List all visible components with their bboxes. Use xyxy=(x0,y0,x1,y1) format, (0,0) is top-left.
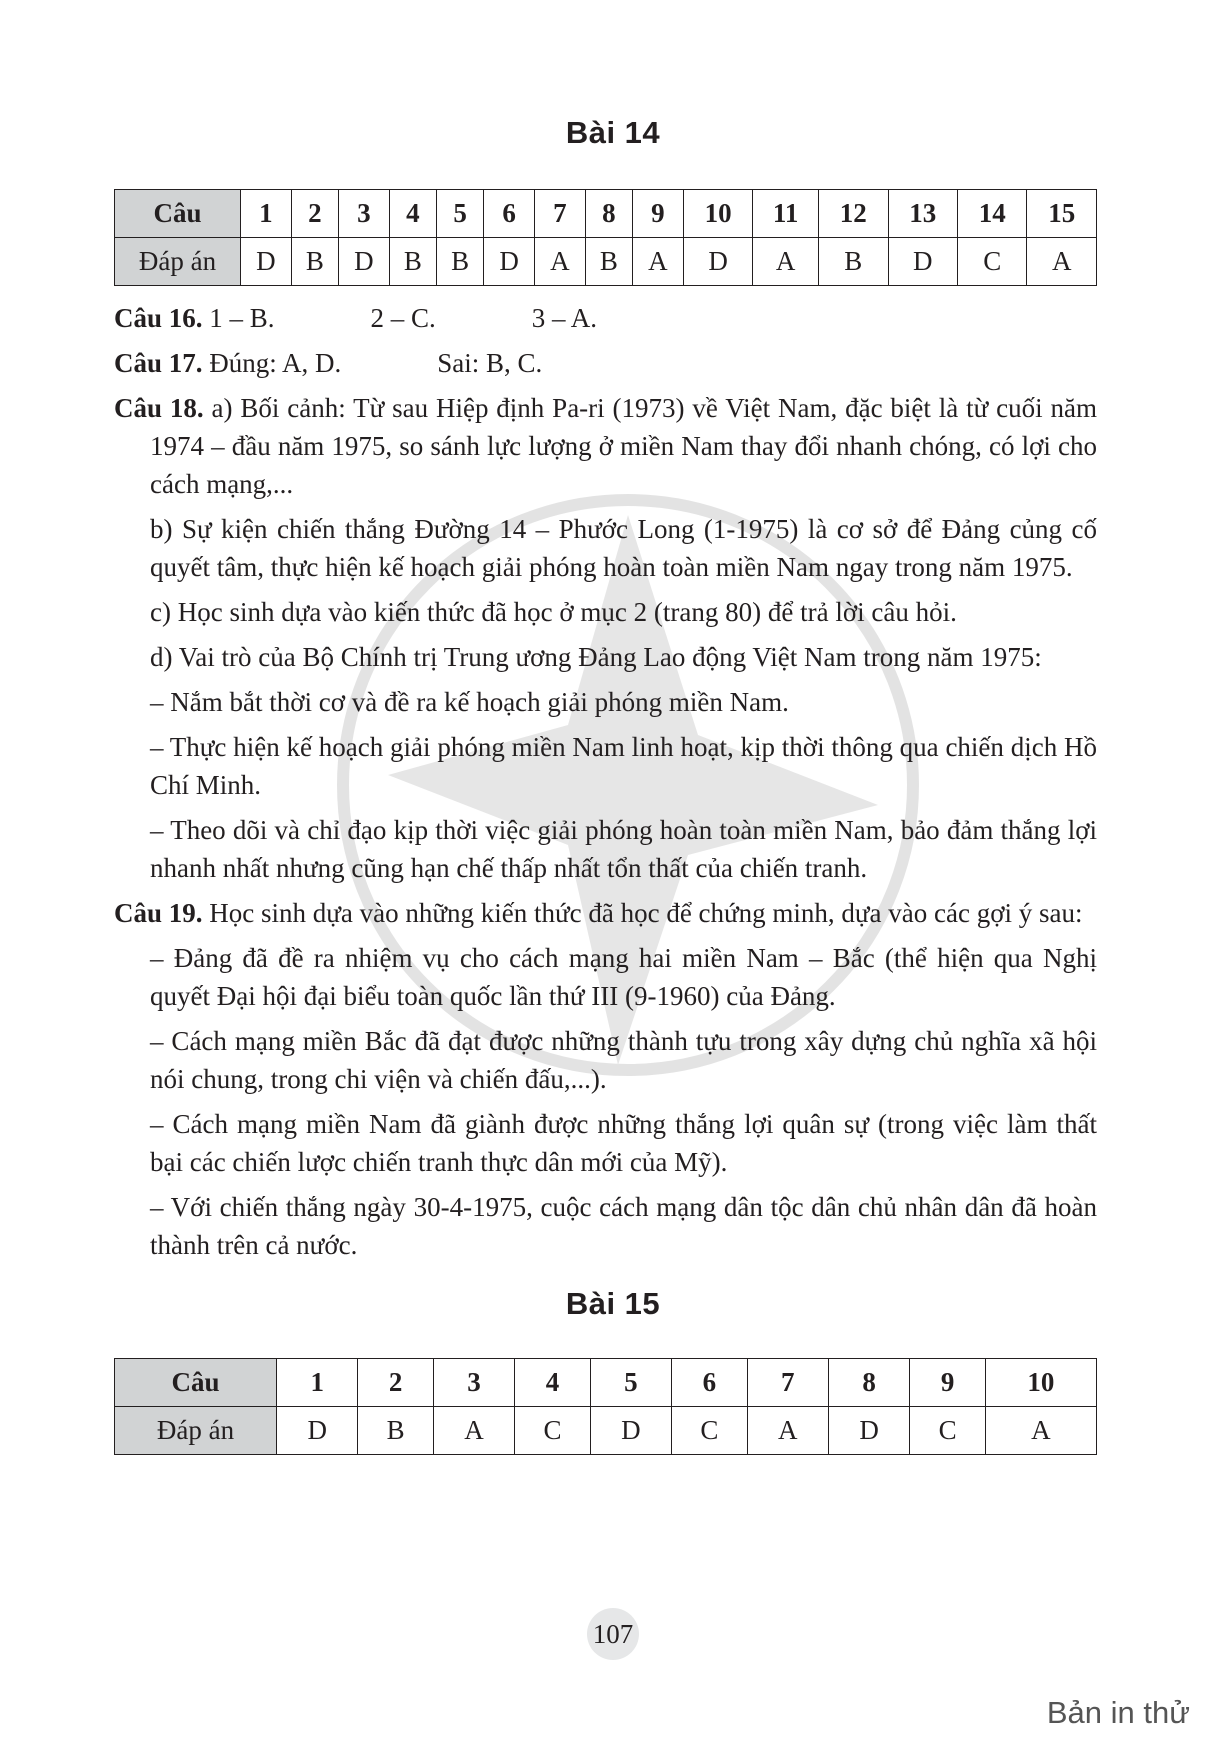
question-19-point-4: – Với chiến thắng ngày 30-4-1975, cuộc cách mạng dân tộc dân chủ nhân dân đã hoàn thành trên cả nước. xyxy=(150,1192,1097,1260)
question-18-part-b: b) Sự kiện chiến thắng Đường 14 – Phước Long (1-1975) là cơ sở để Đảng củng cố quyết tâm, thực hiện kế hoạch giải phóng hoàn toàn miền Nam ngay trong năm 1975. xyxy=(150,514,1097,582)
question-16-item-3: 3 – A. xyxy=(531,303,598,333)
answer-cell: D xyxy=(888,238,957,286)
answer-row-label: Đáp án xyxy=(115,1407,277,1455)
question-19-intro xyxy=(114,894,1097,932)
question-number-cell: 2 xyxy=(291,190,338,238)
question-17 xyxy=(114,344,1097,382)
answer-cell: C xyxy=(672,1407,747,1455)
question-number-cell: 7 xyxy=(747,1359,828,1407)
question-row-label: Câu xyxy=(115,190,241,238)
answer-cell: C xyxy=(515,1407,590,1455)
question-number-cell: 2 xyxy=(358,1359,433,1407)
question-16-label: Câu 16. xyxy=(114,303,203,333)
question-19-point-3: – Cách mạng miền Nam đã giành được những thắng lợi quân sự (trong việc làm thất bại các chiến lược chiến tranh thực dân mới của Mỹ). xyxy=(150,1109,1097,1177)
question-number-cell: 1 xyxy=(241,190,292,238)
answer-cell: B xyxy=(358,1407,433,1455)
question-number-cell: 5 xyxy=(590,1359,671,1407)
answer-cell: A xyxy=(633,238,684,286)
question-18-part-c: c) Học sinh dựa vào kiến thức đã học ở mục 2 (trang 80) để trả lời câu hỏi. xyxy=(150,597,957,627)
question-17-wrong: Sai: B, C. xyxy=(437,348,543,378)
answer-cell: D xyxy=(339,238,390,286)
question-number-cell: 13 xyxy=(888,190,957,238)
answer-cell: B xyxy=(585,238,632,286)
question-number-cell: 8 xyxy=(828,1359,909,1407)
question-number-cell: 5 xyxy=(437,190,484,238)
answer-row-label: Đáp án xyxy=(115,238,241,286)
question-18-part-d-point-1: – Nắm bắt thời cơ và đề ra kế hoạch giải phóng miền Nam. xyxy=(150,687,789,717)
question-18-part-a-text: a) Bối cảnh: Từ sau Hiệp định Pa-ri (1973) về Việt Nam, đặc biệt là từ cuối năm 1974 – đầu năm 1975, so sánh lực lượng ở miền Nam thay đổi nhanh chóng, có lợi cho cách mạng,... xyxy=(150,393,1097,499)
answer-cell: D xyxy=(828,1407,909,1455)
answer-content xyxy=(114,299,1097,1271)
question-19-label: Câu 19. xyxy=(114,898,203,928)
lesson-14-answer-table xyxy=(114,189,1097,286)
question-number-cell: 8 xyxy=(585,190,632,238)
question-19-point-2: – Cách mạng miền Bắc đã đạt được những thành tựu trong xây dựng chủ nghĩa xã hội nói chung, trong chi viện và chiến đấu,...). xyxy=(150,1026,1097,1094)
question-18-part-d-point-2: – Thực hiện kế hoạch giải phóng miền Nam linh hoạt, kịp thời thông qua chiến dịch Hồ Chí Minh. xyxy=(150,732,1097,800)
question-number-cell: 3 xyxy=(339,190,390,238)
question-number-cell: 12 xyxy=(819,190,888,238)
question-number-cell: 9 xyxy=(910,1359,985,1407)
question-number-cell: 10 xyxy=(683,190,752,238)
question-17-label: Câu 17. xyxy=(114,348,203,378)
lesson-15-answer-table xyxy=(114,1358,1097,1455)
draft-print-stamp: Bản in thử xyxy=(1046,1695,1190,1730)
question-18-part-d: d) Vai trò của Bộ Chính trị Trung ương Đảng Lao động Việt Nam trong năm 1975: xyxy=(150,642,1042,672)
answer-cell: B xyxy=(819,238,888,286)
question-number-cell: 7 xyxy=(535,190,586,238)
answer-cell: C xyxy=(910,1407,985,1455)
lesson-14-title: Bài 14 xyxy=(565,115,661,150)
lesson-15-title: Bài 15 xyxy=(565,1286,661,1321)
answer-cell: C xyxy=(957,238,1026,286)
question-number-cell: 10 xyxy=(985,1359,1096,1407)
page-number: 107 xyxy=(587,1608,639,1660)
question-18-label: Câu 18. xyxy=(114,393,204,423)
question-number-cell: 6 xyxy=(672,1359,747,1407)
question-number-cell: 6 xyxy=(484,190,535,238)
answer-cell: D xyxy=(484,238,535,286)
question-number-cell: 1 xyxy=(277,1359,358,1407)
question-18-part-d-point-3: – Theo dõi và chỉ đạo kịp thời việc giải phóng hoàn toàn miền Nam, bảo đảm thắng lợi nhanh nhất nhưng cũng hạn chế thấp nhất tổn thất của chiến tranh. xyxy=(150,815,1097,883)
question-19-intro-text: Học sinh dựa vào những kiến thức đã học để chứng minh, dựa vào các gợi ý sau: xyxy=(209,898,1083,928)
question-16 xyxy=(114,299,1097,337)
answer-cell: A xyxy=(535,238,586,286)
question-row-label: Câu xyxy=(115,1359,277,1407)
answer-cell: A xyxy=(433,1407,514,1455)
question-number-cell: 4 xyxy=(389,190,436,238)
answer-cell: A xyxy=(1027,238,1097,286)
question-number-cell: 3 xyxy=(433,1359,514,1407)
answer-cell: D xyxy=(277,1407,358,1455)
answer-cell: D xyxy=(683,238,752,286)
question-18-part-a xyxy=(114,389,1097,503)
answer-cell: D xyxy=(590,1407,671,1455)
answer-cell: A xyxy=(985,1407,1096,1455)
question-16-item-2: 2 – C. xyxy=(370,303,436,333)
question-19-point-1: – Đảng đã đề ra nhiệm vụ cho cách mạng hai miền Nam – Bắc (thể hiện qua Nghị quyết Đại hội đại biểu toàn quốc lần thứ III (9-1960) của Đảng. xyxy=(150,943,1097,1011)
answer-cell: B xyxy=(389,238,436,286)
question-number-cell: 15 xyxy=(1027,190,1097,238)
answer-cell: D xyxy=(241,238,292,286)
question-number-cell: 11 xyxy=(753,190,819,238)
answer-cell: A xyxy=(747,1407,828,1455)
question-number-cell: 14 xyxy=(957,190,1026,238)
question-number-cell: 4 xyxy=(515,1359,590,1407)
question-number-cell: 9 xyxy=(633,190,684,238)
answer-cell: A xyxy=(753,238,819,286)
question-16-item-1: 1 – B. xyxy=(209,303,275,333)
answer-cell: B xyxy=(291,238,338,286)
answer-cell: B xyxy=(437,238,484,286)
question-17-correct: Đúng: A, D. xyxy=(209,348,342,378)
